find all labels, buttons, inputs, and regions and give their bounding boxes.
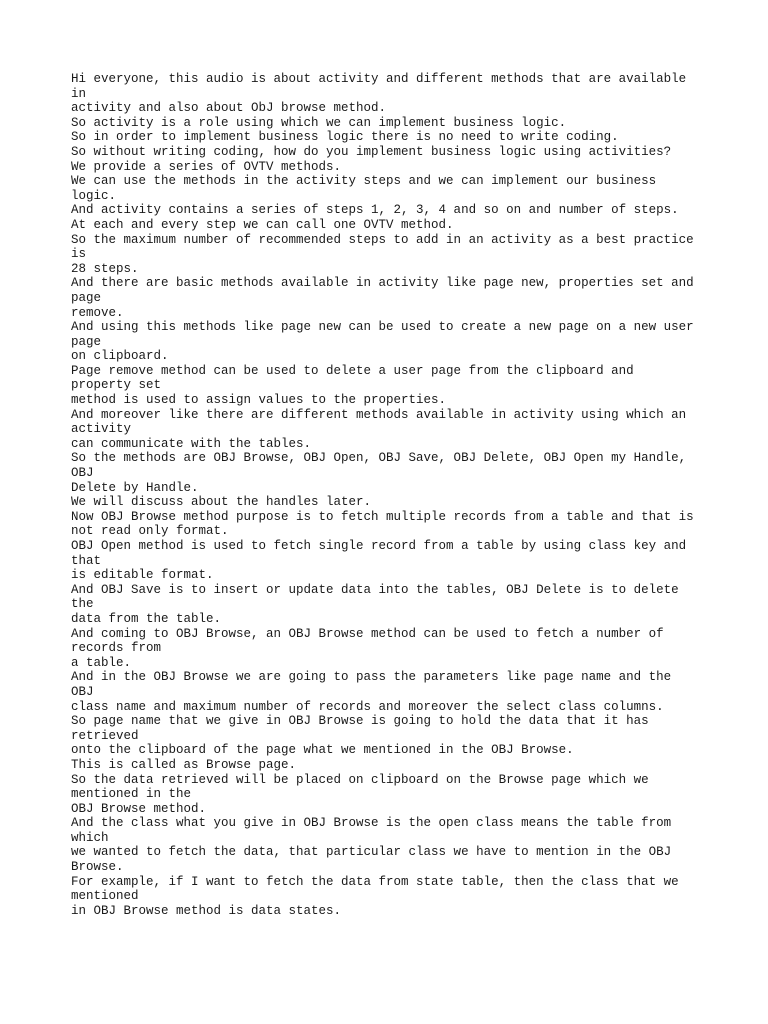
text-line: a table. [71,655,132,670]
text-line: is [71,247,87,262]
text-line: So activity is a role using which we can implement business logic. [71,115,567,130]
text-line: Delete by Handle. [71,480,199,495]
text-line: activity [71,422,132,437]
text-line: mentioned [71,889,139,904]
text-line: And moreover like there are different methods available in activity using which an [71,407,687,422]
text-line: class name and maximum number of records and moreover the select class columns. [71,699,664,714]
text-line: OBJ [71,466,94,481]
text-line: page [71,290,102,305]
text-line: method is used to assign values to the properties. [71,393,447,408]
text-line: And OBJ Save is to insert or update data into the tables, OBJ Delete is to delete [71,582,679,597]
text-line: on clipboard. [71,349,169,364]
text-line: in [71,86,87,101]
text-line: is editable format. [71,568,214,583]
text-line: We provide a series of OVTV methods. [71,159,342,174]
text-line: not read only format. [71,524,229,539]
text-line: We will discuss about the handles later. [71,495,372,510]
text-line: And the class what you give in OBJ Browse is the open class means the table from [71,816,672,831]
text-line: retrieved [71,728,139,743]
text-line: So the methods are OBJ Browse, OBJ Open, OBJ Save, OBJ Delete, OBJ Open my Handle, [71,451,687,466]
text-line: remove. [71,305,124,320]
text-line: onto the clipboard of the page what we mentioned in the OBJ Browse. [71,743,574,758]
text-line: Now OBJ Browse method purpose is to fetch multiple records from a table and that is [71,509,694,524]
text-line: And coming to OBJ Browse, an OBJ Browse method can be used to fetch a number of [71,626,664,641]
text-line: the [71,597,94,612]
text-line: records from [71,641,162,656]
text-line: OBJ Open method is used to fetch single record from a table by using class key and [71,539,687,553]
text-line: For example, if I want to fetch the data from state table, then the class that we [71,874,679,889]
text-line: We can use the methods in the activity steps and we can implement our business [71,174,657,189]
text-line: page [71,334,102,349]
text-line: And in the OBJ Browse we are going to pass the parameters like page name and the [71,670,672,685]
text-line: So the data retrieved will be placed on clipboard on the Browse page which we [71,772,649,787]
text-line: mentioned in the [71,787,192,802]
text-line: 28 steps. [71,261,139,276]
text-line: So the maximum number of recommended steps to add in an activity as a best practice [71,232,694,247]
text-line: So page name that we give in OBJ Browse is going to hold the data that it has [71,714,649,729]
text-line: can communicate with the tables. [71,436,312,451]
text-line: data from the table. [71,611,222,626]
text-line: This is called as Browse page. [71,757,297,772]
text-line: At each and every step we can call one OVTV method. [71,217,454,232]
text-line: that [71,553,102,568]
text-line: logic. [71,188,117,203]
text-line: So in order to implement business logic there is no need to write coding. [71,130,619,145]
text-line: we wanted to fetch the data, that particular class we have to mention in the OBJ [71,845,672,860]
text-line: And there are basic methods available in activity like page new, properties set and [71,276,694,291]
text-line: which [71,830,109,845]
text-line: Browse. [71,860,124,875]
text-line: And activity contains a series of steps 1, 2, 3, 4 and so on and number of steps. [71,203,679,218]
text-line: activity and also about ObJ browse method. [71,101,387,116]
text-line: And using this methods like page new can be used to create a new page on a new user [71,320,694,335]
text-line: in OBJ Browse method is data states. [71,903,342,918]
transcript-document [71,72,751,918]
text-line: Hi everyone, this audio is about activity and different methods that are available [71,72,687,86]
text-line: Page remove method can be used to delete a user page from the clipboard and [71,363,634,378]
text-line: So without writing coding, how do you implement business logic using activities? [71,144,672,159]
text-line: OBJ Browse method. [71,801,207,816]
text-line: OBJ [71,684,94,699]
text-line: property set [71,378,162,393]
